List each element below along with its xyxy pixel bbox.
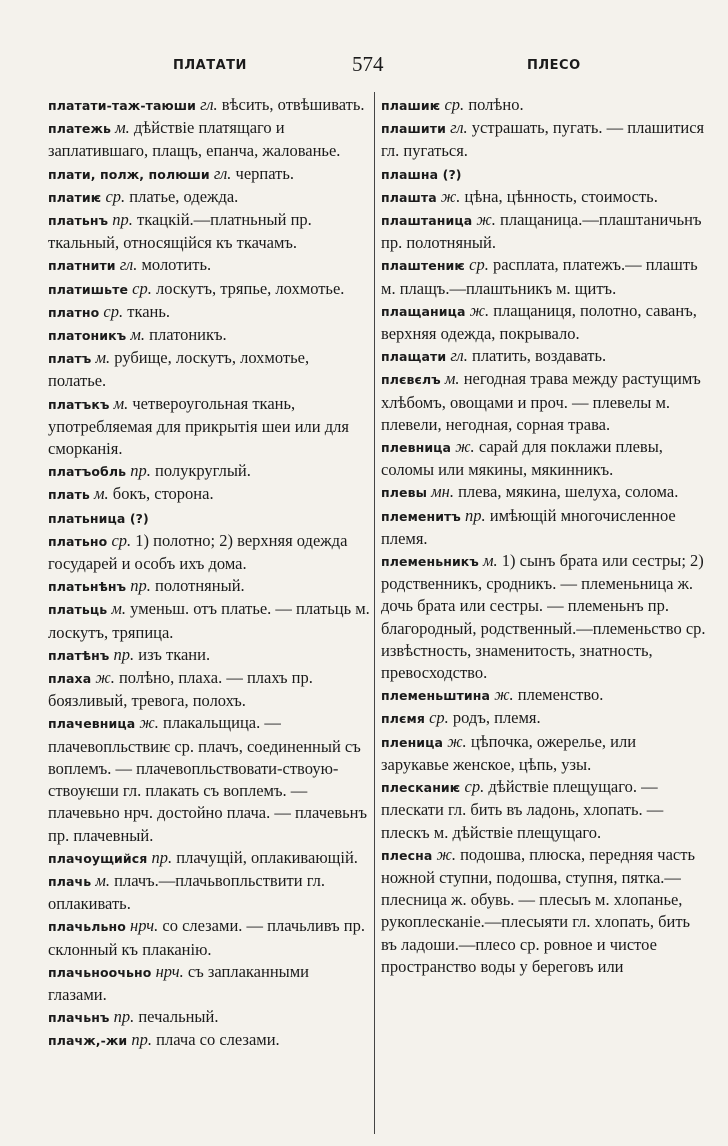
entry-headword: платьнѣнъ — [48, 579, 127, 595]
entry-headword: плачж,-жи — [48, 1033, 128, 1049]
entry-grammar: м. — [483, 551, 498, 571]
dictionary-entry — [48, 530, 370, 575]
entry-headword: плевы — [381, 485, 427, 501]
entry-grammar: гл. — [450, 346, 468, 366]
entry-definition: полотняный. — [155, 576, 245, 596]
entry-headword: племенитъ — [381, 508, 461, 524]
entry-headword: плашиѥ — [381, 98, 441, 113]
dictionary-entry — [48, 712, 370, 846]
entry-headword: плевница — [381, 440, 452, 456]
entry-grammar: ср. — [132, 278, 152, 298]
entry-headword: плесна — [381, 847, 433, 863]
entry-definition: негодная трава между растущимъ хлѣбомъ, овощами и проч. — плевелы м. плевели, негодная, сорная трава. — [381, 369, 701, 434]
entry-grammar: м. — [111, 599, 127, 619]
entry-definition: расплата, платежъ.— плашть м. плащъ.—плаштьникъ м. щитъ. — [381, 255, 698, 298]
entry-headword: платоникъ — [48, 328, 127, 344]
entry-headword: плаштаница — [381, 213, 473, 229]
entry-definition: вѣсить, отвѣшивать. — [221, 95, 365, 114]
dictionary-entry — [381, 436, 706, 481]
entry-headword: плачоущийся — [48, 850, 148, 866]
entry-grammar: пр. — [465, 505, 486, 525]
entry-grammar: ср. — [103, 301, 124, 321]
entry-grammar: нрч. — [130, 916, 159, 936]
entry-headword: платьно — [48, 533, 108, 549]
dictionary-entry — [381, 209, 706, 254]
entry-grammar: м. — [444, 369, 460, 389]
entry-grammar: пр. — [131, 1030, 153, 1050]
dictionary-entry — [381, 481, 706, 504]
dictionary-entry — [48, 393, 370, 461]
entry-grammar: ср. — [444, 95, 465, 114]
dictionary-entry — [381, 300, 706, 345]
dictionary-entry — [381, 505, 706, 550]
running-head-left: ПЛАТАТИ — [173, 58, 247, 73]
dictionary-entry — [48, 94, 370, 117]
entry-definition: дѣйствіе плещущаго. —плескати гл. бить въ ладонь, хлопать. — плескъ м. дѣйствіе плещущаго. — [381, 777, 664, 842]
entry-grammar: ж. — [476, 210, 496, 230]
dictionary-entry — [48, 117, 370, 162]
dictionary-entry — [48, 209, 370, 254]
dictionary-entry — [381, 186, 706, 209]
entry-definition: плева, мякина, шелуха, солома. — [458, 482, 679, 502]
entry-grammar: м. — [130, 325, 146, 345]
dictionary-entry — [381, 844, 706, 978]
entry-headword: плаха — [48, 671, 92, 687]
entry-headword: плашити — [381, 121, 446, 137]
dictionary-entry — [381, 117, 706, 162]
entry-headword: плащати — [381, 349, 447, 365]
entry-definition: плакальщица. — плачевопльствиѥ ср. плачъ, соединенный съ воплемъ. — плачевопльствовати-ствоую-ствоуѥши гл. плакать съ воплемъ. — плачевьно нрч. достойно плача. — плачевьнъ пр. плачевный. — [48, 713, 367, 845]
entry-headword: плєвєлъ — [381, 372, 441, 388]
entry-definition: съ заплаканными глазами. — [48, 961, 310, 1004]
entry-headword: плачьноочьно — [48, 964, 152, 980]
entry-definition: полукруглый. — [155, 461, 251, 481]
dictionary-entry — [48, 667, 370, 712]
entry-grammar: ж. — [455, 437, 475, 457]
entry-headword: платнити — [48, 258, 116, 274]
entry-headword: плачьльно — [48, 919, 126, 935]
entry-grammar: пр. — [130, 461, 151, 481]
entry-grammar: пр. — [112, 210, 133, 230]
entry-headword: платьць — [48, 602, 108, 618]
entry-definition: черпать. — [235, 163, 294, 183]
entry-grammar: гл. — [450, 118, 468, 138]
dictionary-entry — [48, 915, 370, 960]
entry-grammar: нрч. — [155, 961, 184, 981]
dictionary-entry — [381, 707, 706, 730]
entry-headword: платати-таж-таюши — [48, 98, 196, 113]
entry-definition: ткацкій.—платньный пр. ткальный, относящійся къ ткачамъ. — [48, 210, 312, 253]
entry-definition: подошва, плюска, передняя часть ножной ступни, подошва, ступня, пятка.—плесница ж. обувь. — плесыъ м. хлопанье, рукоплесканіе.—плесыяти гл. хлопать, бить въ ладоши.—плесо ср. ровное и чистое пространство воды у береговъ или — [381, 844, 695, 976]
entry-grammar: гл. — [119, 255, 138, 275]
entry-grammar: ж. — [440, 186, 461, 206]
left-column — [48, 94, 370, 1053]
entry-grammar: м. — [95, 870, 110, 890]
dictionary-entry — [48, 961, 370, 1006]
entry-definition: дѣйствіе платящаго и заплатившаго, плащъ, епанча, жалованье. — [48, 118, 341, 161]
entry-headword: платѣнъ — [48, 647, 110, 663]
entry-headword: плашта — [381, 189, 437, 205]
entry-headword: платиѥ — [48, 189, 102, 205]
entry-definition: цѣпочка, ожерелье, или зарукавье женское, цѣпь, узы. — [381, 731, 637, 774]
entry-grammar: ж. — [469, 300, 490, 320]
dictionary-entry — [381, 163, 706, 186]
entry-definition: рубище, лоскутъ, лохмотье, полатье. — [48, 348, 310, 391]
entry-headword: плємя — [381, 711, 425, 727]
entry-grammar: пр. — [113, 1007, 135, 1027]
entry-definition: бокъ, сторона. — [112, 484, 214, 504]
entry-definition: плача со слезами. — [156, 1030, 280, 1050]
dictionary-entry — [48, 598, 370, 643]
dictionary-entry — [381, 550, 706, 684]
entry-headword: плати, полж, полюши — [48, 166, 210, 182]
entry-headword: платьница (?) — [48, 510, 149, 526]
entry-definition: 1) сынъ брата или сестры; 2) родственникъ, сродникъ. — племеньница ж. дочь брата или сестры. — племеньнъ пр. благородный, родственный.—племеньство ср. извѣстность, знаменитость, знатность, превосходство. — [381, 551, 706, 683]
entry-grammar: пр. — [130, 576, 151, 596]
entry-definition: платье, одежда. — [129, 186, 239, 206]
entry-definition: со слезами. — плачьливъ пр. склонный къ плаканію. — [48, 916, 365, 959]
entry-definition: родъ, племя. — [452, 708, 541, 728]
entry-definition: платоникъ. — [149, 325, 227, 345]
entry-headword: плачевница — [48, 716, 136, 732]
dictionary-entry — [48, 347, 370, 392]
entry-headword: платьнъ — [48, 213, 109, 229]
entry-definition: цѣна, цѣнность, стоимость. — [464, 186, 658, 206]
entry-headword: платно — [48, 304, 100, 320]
dictionary-entry — [48, 483, 370, 506]
entry-definition: племенство. — [517, 685, 604, 705]
dictionary-entry — [48, 1029, 370, 1052]
entry-grammar: ж. — [447, 731, 467, 751]
dictionary-entry — [48, 847, 370, 870]
entry-headword: платежь — [48, 121, 111, 137]
entry-headword: племеньштина — [381, 688, 491, 704]
dictionary-entry — [48, 324, 370, 347]
entry-definition: плащаница.—плаштаничьнъ пр. полотняный. — [381, 210, 702, 253]
entry-grammar: ж. — [95, 668, 115, 688]
entry-grammar: ж. — [494, 685, 514, 705]
dictionary-entry — [381, 368, 706, 436]
entry-grammar: мн. — [431, 482, 454, 502]
entry-definition: имѣющій многочисленное племя. — [381, 505, 676, 548]
right-column — [381, 94, 706, 978]
entry-grammar: м. — [115, 118, 130, 138]
entry-headword: платъкъ — [48, 396, 110, 412]
column-divider — [374, 92, 375, 1134]
dictionary-entry — [48, 186, 370, 209]
entry-definition: сарай для поклажи плевы, соломы или мякины, мякинникъ. — [381, 437, 663, 480]
entry-headword: платъобль — [48, 464, 127, 480]
dictionary-entry — [48, 254, 370, 277]
entry-definition: плачущій, оплакивающій. — [176, 847, 358, 867]
entry-grammar: гл. — [200, 95, 218, 114]
entry-definition: изъ ткани. — [138, 644, 211, 664]
dictionary-entry — [48, 507, 370, 530]
entry-definition: 1) полотно; 2) верхняя одежда государей и особъ ихъ дома. — [48, 530, 348, 574]
entry-grammar: ср. — [429, 708, 449, 728]
entry-definition: плачъ.—плачьвопльствити гл. оплакивать. — [48, 870, 325, 914]
entry-headword: платъ — [48, 351, 92, 367]
entry-definition: плащаниця, полотно, саванъ, верхняя одежда, покрывало. — [381, 300, 697, 344]
entry-headword: плашна (?) — [381, 166, 462, 182]
entry-headword: пленица — [381, 734, 444, 750]
entry-grammar: ср. — [469, 255, 489, 275]
entry-definition: устрашать, пугать. — плашитися гл. пугаться. — [381, 118, 705, 161]
entry-grammar: ж. — [436, 844, 456, 864]
page-number: 574 — [352, 52, 384, 76]
dictionary-entry — [48, 460, 370, 483]
page-header — [0, 52, 728, 86]
dictionary-entry — [381, 94, 706, 117]
entry-definition: ткань. — [127, 301, 171, 321]
dictionary-entry — [381, 345, 706, 368]
entry-headword: племеньникъ — [381, 554, 479, 570]
dictionary-entry — [48, 163, 370, 186]
entry-headword: плать — [48, 487, 90, 503]
entry-definition: уменьш. отъ платье. — платьць м. лоскутъ, тряпица. — [48, 599, 370, 642]
entry-grammar: м. — [94, 484, 109, 504]
dictionary-entry — [381, 731, 706, 776]
entry-headword: плесканиѥ — [381, 780, 461, 796]
entry-grammar: м. — [95, 348, 111, 368]
entry-grammar: пр. — [151, 847, 173, 867]
entry-grammar: пр. — [113, 644, 135, 664]
entry-grammar: м. — [113, 393, 129, 413]
dictionary-entry — [48, 301, 370, 324]
dictionary-entry — [381, 254, 706, 299]
dictionary-entry — [48, 278, 370, 301]
entry-definition: четвероугольная ткань, употребляемая для прикрытія шеи или для сморканія. — [48, 393, 349, 459]
dictionary-entry — [48, 575, 370, 598]
entry-grammar: ср. — [105, 186, 126, 206]
entry-headword: плаштениѥ — [381, 258, 466, 274]
entry-headword: плачь — [48, 873, 92, 889]
running-head-right: ПЛЕСО — [527, 58, 581, 73]
entry-headword: платишьте — [48, 281, 129, 297]
entry-grammar: ср. — [464, 777, 485, 797]
entry-definition: платить, воздавать. — [471, 346, 607, 366]
entry-grammar: гл. — [213, 163, 232, 183]
entry-headword: плачьнъ — [48, 1010, 110, 1026]
dictionary-entry — [381, 776, 706, 844]
dictionary-entry — [48, 644, 370, 667]
entry-definition: лоскутъ, тряпье, лохмотье. — [156, 278, 345, 298]
entry-definition: печальный. — [138, 1007, 219, 1027]
entry-grammar: ж. — [139, 713, 159, 733]
entry-definition: молотить. — [141, 255, 212, 275]
dictionary-entry — [48, 1006, 370, 1029]
entry-grammar: ср. — [111, 530, 132, 550]
entry-headword: плащаница — [381, 303, 466, 319]
entry-definition: полѣно. — [468, 95, 524, 114]
dictionary-entry — [48, 870, 370, 915]
dictionary-entry — [381, 684, 706, 707]
entry-definition: полѣно, плаха. — плахъ пр. боязливый, тревога, полохъ. — [48, 668, 313, 711]
